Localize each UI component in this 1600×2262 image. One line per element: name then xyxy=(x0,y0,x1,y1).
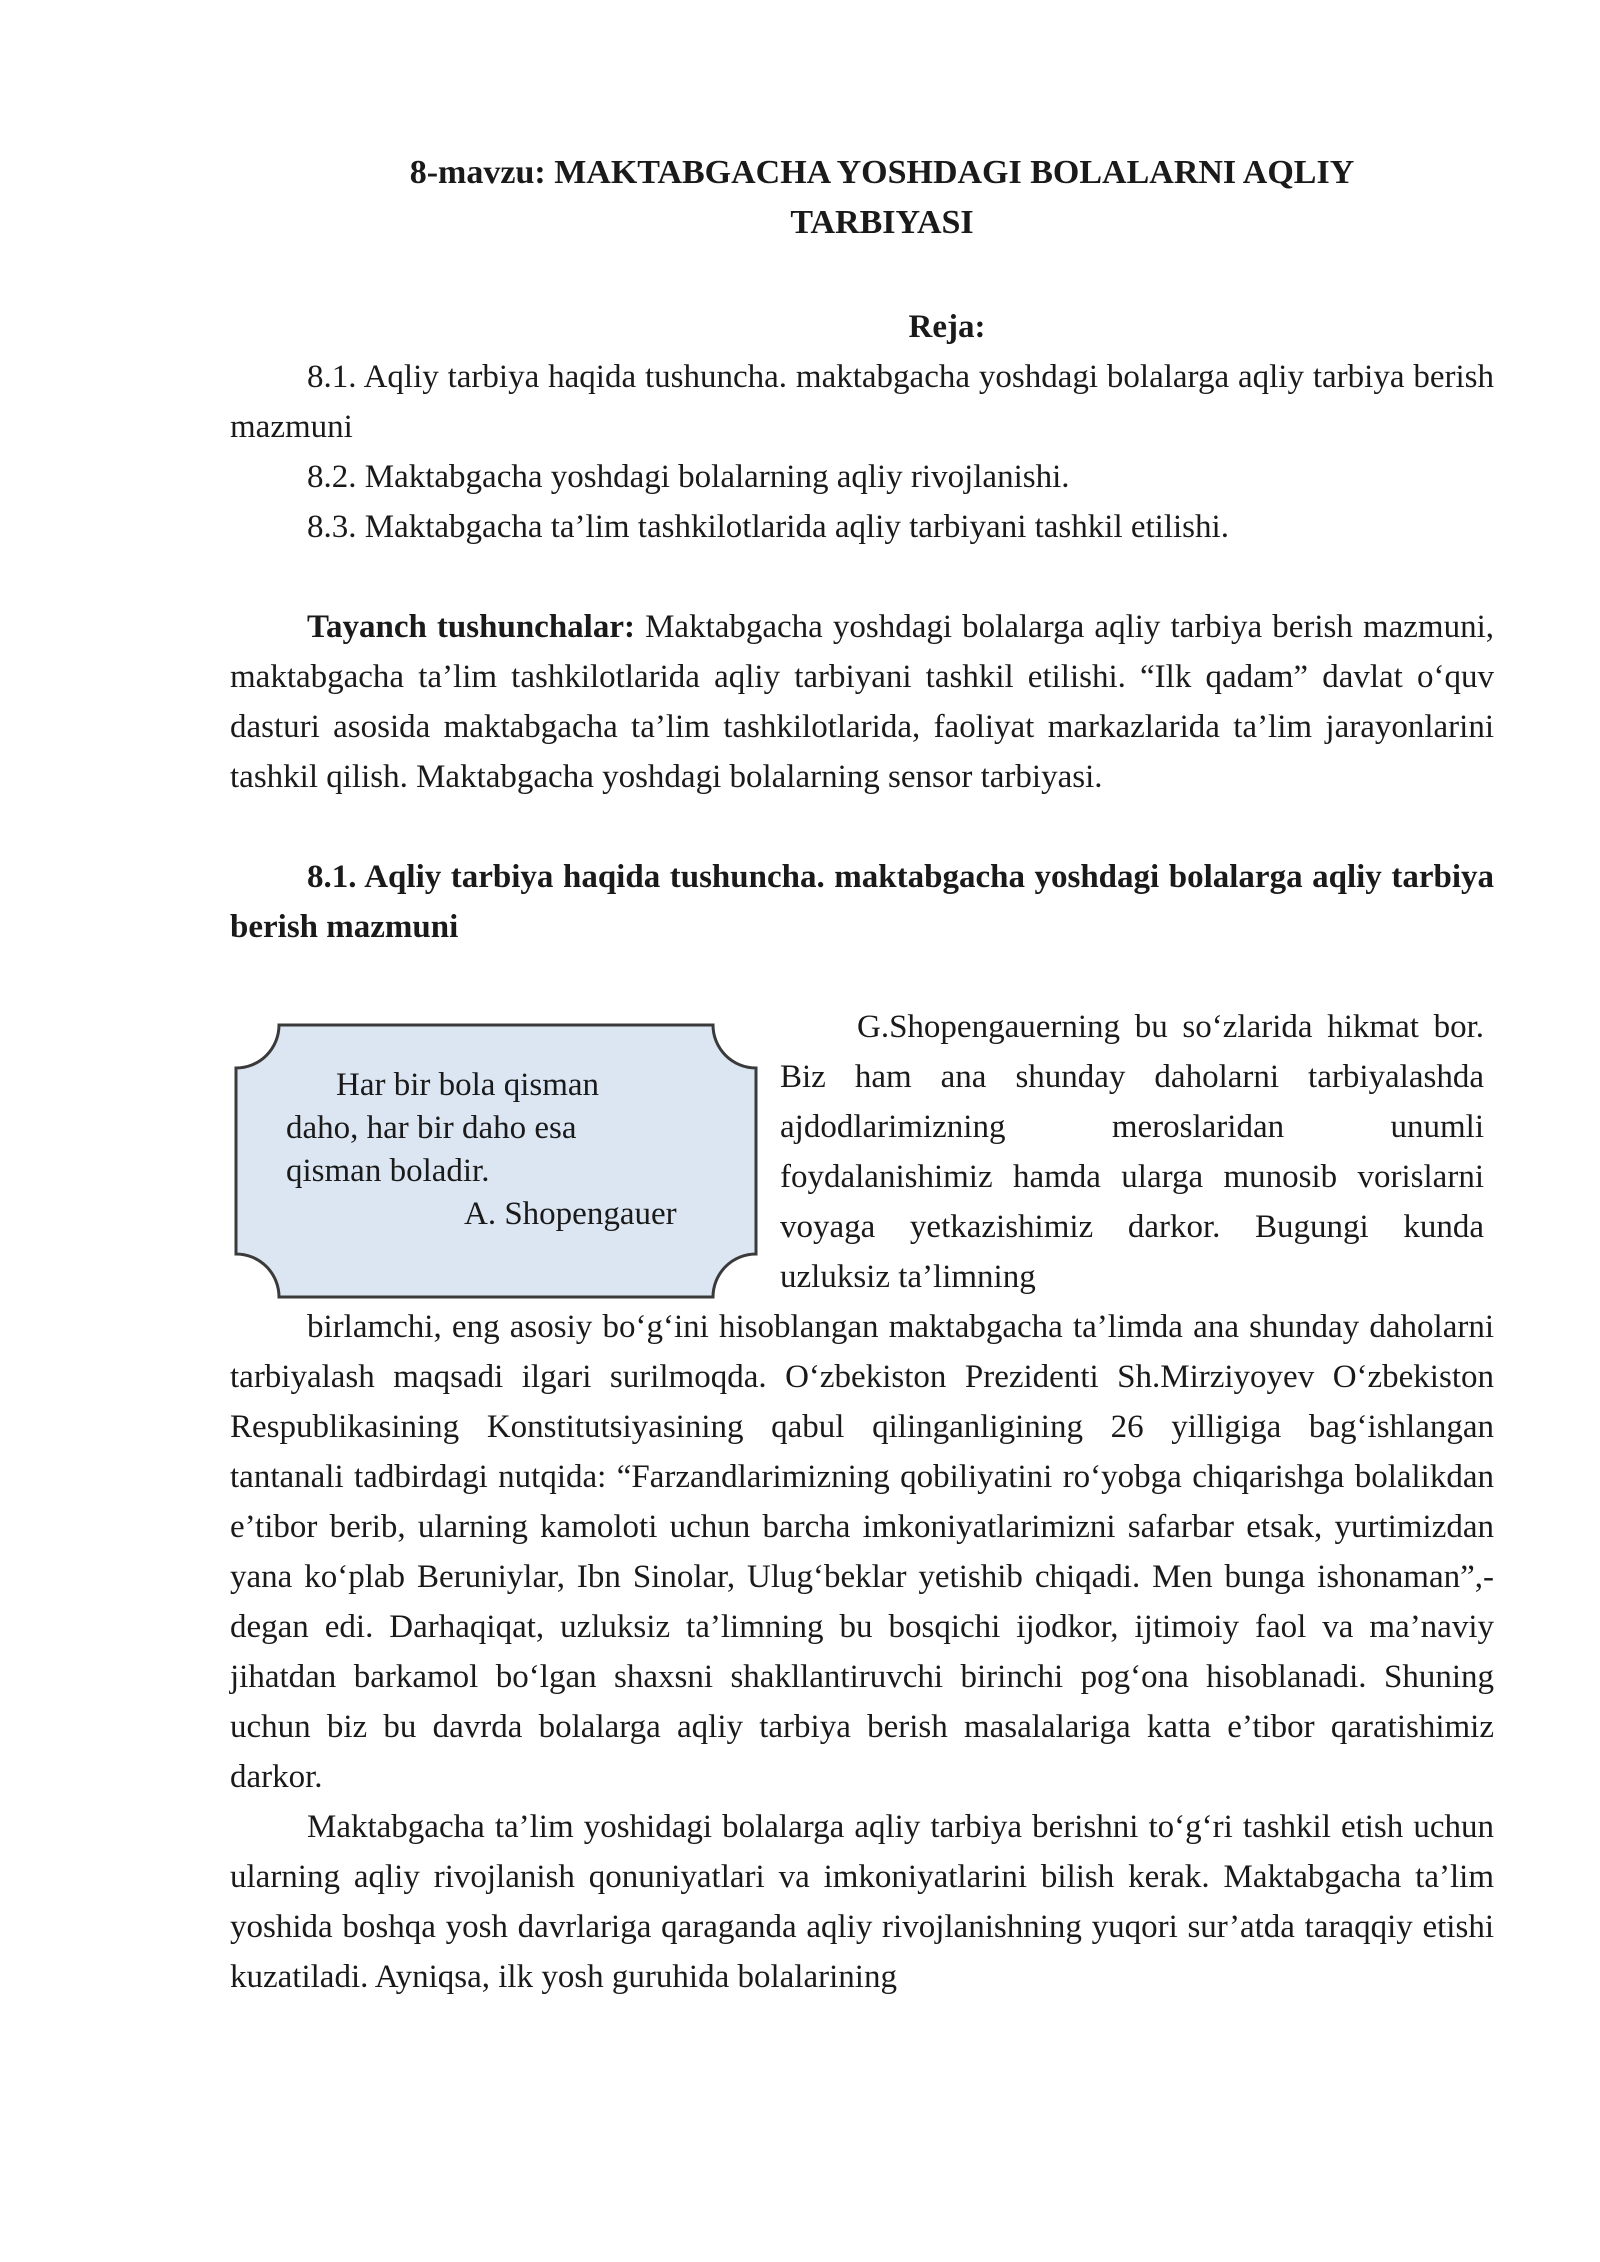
spacer xyxy=(230,952,1494,1002)
spacer xyxy=(230,552,1494,602)
section-heading: 8.1. Aqliy tarbiya haqida tushuncha. maktabgacha yoshdagi bolalarga aqliy tarbiya berish mazmuni xyxy=(230,859,1494,945)
body-paragraph-1: birlamchi, eng asosiy bo‘g‘ini hisoblangan maktabgacha ta’limda ana shunday daholarni tarbiyalash maqsadi ilgari surilmoqda. O‘zbekiston Prezidenti Sh.Mirziyoyev O‘zbekiston Respublikasining Konstitutsiyasining qabul qilinganligining 26 yilligiga bag‘ishlangan tantanali tadbirdagi nutqida: “Farzandlarimizning qobiliyatini ro‘yobga chiqarishga bolalikdan e’tibor berib, ularning kamoloti uchun barcha imkoniyatlarimizni safarbar etsak, yurtimizdan yana ko‘plab Beruniylar, Ibn Sinolar, Ulug‘beklar yetishib chiqadi. Men bunga ishonaman”,- degan edi. Darhaqiqat, uzluksiz ta’limning bu bosqichi ijodkor, ijtimoiy faol va ma’naviy jihatdan barkamol bo‘lgan shaxsni shakllantiruvchi birinchi pog‘ona hisoblanadi. Shuning uchun biz bu davrda bolalarga aqliy tarbiya berish masalalariga katta e’tibor qaratishimiz darkor. xyxy=(230,1309,1494,1795)
quote-line-2: daho, har bir daho esa xyxy=(286,1110,577,1146)
key-concepts-paragraph xyxy=(230,602,1494,802)
quote-author: A. Shopengauer xyxy=(464,1196,677,1232)
plan-item-2: 8.2. Maktabgacha yoshdagi bolalarning aqliy rivojlanishi. xyxy=(307,459,1070,495)
quote-section xyxy=(230,1002,1494,1302)
page-title xyxy=(230,148,1494,248)
quote-box xyxy=(233,1022,759,1300)
document-page xyxy=(230,148,1494,2002)
plan-heading: Reja: xyxy=(908,309,986,345)
title-line-1: 8-mavzu: MAKTABGACHA YOSHDAGI BOLALARNI AQLIY xyxy=(409,154,1355,191)
plan-item-1: 8.1. Aqliy tarbiya haqida tushuncha. maktabgacha yoshdagi bolalarga aqliy tarbiya berish mazmuni xyxy=(230,359,1494,445)
quote-line-3: qisman boladir. xyxy=(286,1153,490,1189)
quote-text xyxy=(286,1064,726,1236)
quote-line-1: Har bir bola qisman xyxy=(336,1067,600,1103)
body-paragraph-2: Maktabgacha ta’lim yoshidagi bolalarga aqliy tarbiya berishni to‘g‘ri tashkil etish uchun ularning aqliy rivojlanish qonuniyatlari va imkoniyatlarini bilish kerak. Maktabgacha ta’lim yoshida boshqa yosh davrlariga qaraganda aqliy rivojlanishning yuqori sur’atda taraqqiy etishi kuzatiladi. Ayniqsa, ilk yosh guruhida bolalarining xyxy=(230,1809,1494,1995)
key-concepts-label: Tayanch tushunchalar: xyxy=(307,609,635,645)
side-paragraph xyxy=(780,1002,1484,1302)
plan-item-3: 8.3. Maktabgacha ta’lim tashkilotlarida aqliy tarbiyani tashkil etilishi. xyxy=(307,509,1229,545)
key-concepts-text: Maktabgacha yoshdagi bolalarga aqliy tarbiya berish mazmuni, maktabgacha ta’lim tashkilotlarida aqliy tarbiyani tashkil etilishi. “Ilk qadam” davlat o‘quv dasturi asosida maktabgacha ta’lim tashkilotlarida, faoliyat markazlarida ta’lim jarayonlarini tashkil qilish. Maktabgacha yoshdagi bolalarning sensor tarbiyasi. xyxy=(230,609,1495,795)
side-paragraph-text: G.Shopengauerning bu so‘zlarida hikmat bor. Biz ham ana shunday daholarni tarbiyalashda ajdodlarimizning meroslaridan unumli foydalanishimiz hamda ularga munosib vorislarni voyaga yetkazishimiz darkor. Bugungi kunda uzluksiz ta’limning xyxy=(780,1009,1484,1295)
spacer xyxy=(230,802,1494,852)
title-line-2: TARBIYASI xyxy=(790,204,974,241)
